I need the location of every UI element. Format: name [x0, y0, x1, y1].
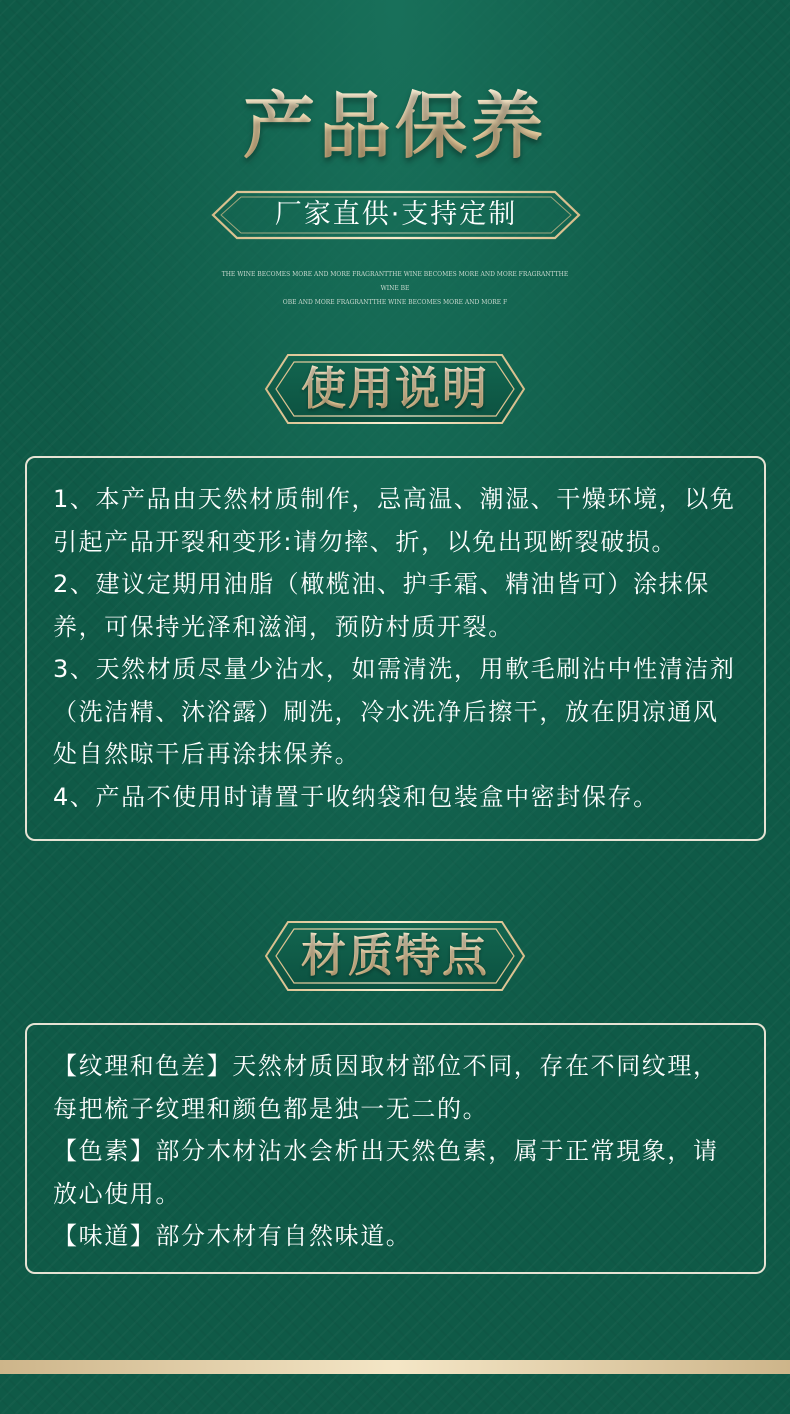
usage-panel	[25, 456, 766, 841]
usage-item-2: 2、建议定期用油脂（橄榄油、护手霜、精油皆可）涂抹保养，可保持光泽和滋润，预防村质开裂。	[53, 570, 710, 641]
usage-heading: 使用说明	[264, 353, 526, 425]
english-tagline	[215, 268, 575, 310]
tagline-line-1: THE WINE BECOMES MORE AND MORE FRAGRANTTHE WINE BECOMES MORE AND MORE FRAGRANTTHE WINE BE	[221, 271, 569, 292]
material-item-2: 【色素】部分木材沾水会析出天然色素，属于正常現象，请放心使用。	[53, 1137, 719, 1208]
tagline-line-2: OBE AND MORE FRAGRANTTHE WINE BECOMES MORE AND MORE F	[282, 299, 508, 306]
usage-item-3: 3、天然材质尽量少沾水，如需清洗，用軟毛刷沾中性清洁剂（洗洁精、沐浴露）刷洗，冷水洗净后擦干，放在阴凉通风处自然晾干后再涂抹保养。	[53, 655, 736, 768]
usage-item-4: 4、产品不使用时请置于收纳袋和包装盒中密封保存。	[53, 782, 659, 811]
usage-heading-badge	[264, 353, 526, 425]
material-panel	[25, 1023, 766, 1274]
material-heading-badge	[264, 920, 526, 992]
bottom-gold-bar	[0, 1360, 790, 1374]
subtitle-banner	[210, 190, 582, 240]
material-item-1: 【纹理和色差】天然材质因取材部位不同，存在不同纹理，每把梳子纹理和颜色都是独一无二的。	[53, 1052, 719, 1123]
subtitle-text: 厂家直供·支持定制	[274, 199, 518, 230]
usage-item-1: 1、本产品由天然材质制作，忌高温、潮湿、干燥环境，以免引起产品开裂和变形:请勿摔、折，以免出现断裂破损。	[53, 485, 736, 556]
material-heading: 材质特点	[264, 920, 526, 992]
material-item-3: 【味道】部分木材有自然味道。	[53, 1222, 412, 1250]
page-title: 产品保养	[0, 78, 790, 174]
